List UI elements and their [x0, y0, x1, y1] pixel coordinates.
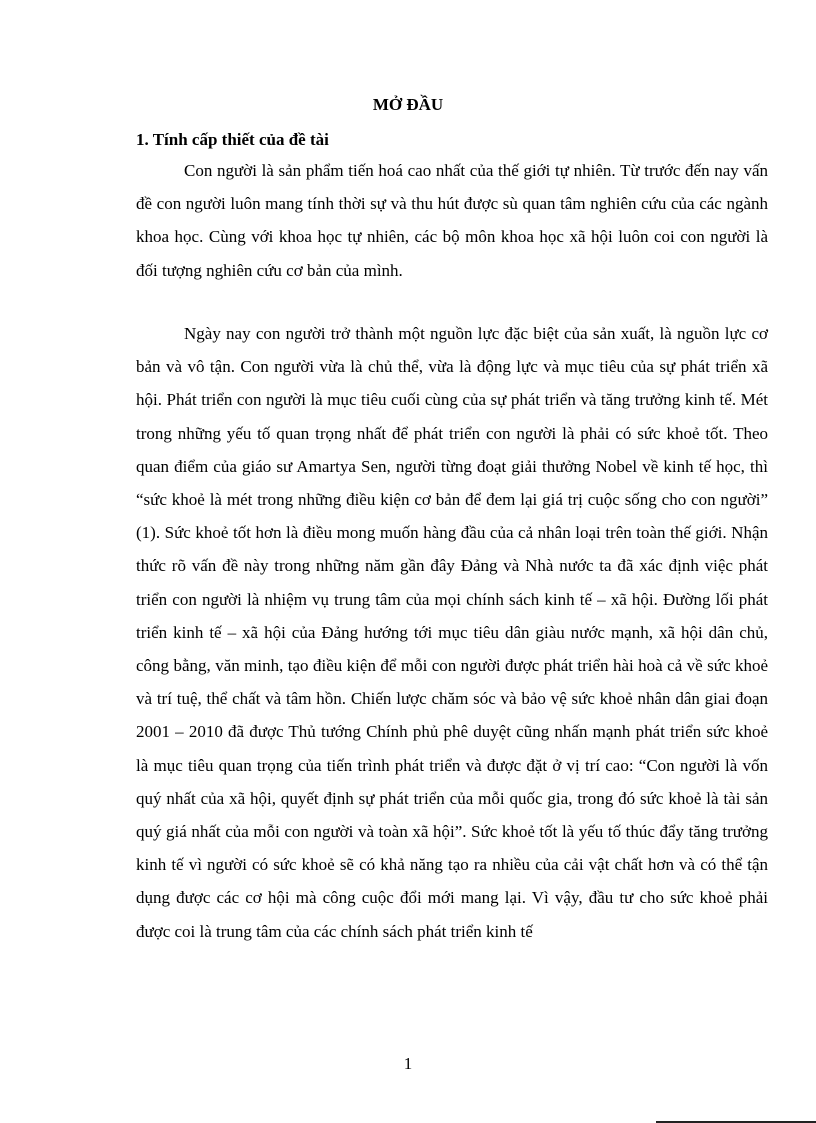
page-number: 1: [403, 1054, 413, 1073]
section-heading: 1. Tính cấp thiết của đề tài: [136, 130, 329, 149]
document-title: MỞ ĐẦU: [372, 95, 444, 114]
paragraph-1: Con người là sản phẩm tiến hoá cao nhất của thế giới tự nhiên. Từ trước đến nay vấn đề con người luôn mang tính thời sự và thu hút được sù quan tâm nghiên cứu của các ngành khoa học. Cùng với khoa học tự nhiên, các bộ môn khoa học xã hội luôn coi con người là đối tượng nghiên cứu cơ bản của mình.: [136, 161, 768, 280]
paragraph-2: Ngày nay con người trở thành một nguồn lực đặc biệt của sản xuất, là nguồn lực cơ bản và vô tận. Con người vừa là chủ thể, vừa là động lực và mục tiêu của sự phát triển xã hội. Phát triển con người là mục tiêu cuối cùng của sự phát triển và tăng trưởng kinh tế. Mét trong những yếu tố quan trọng nhất để phát triển con người là phải có sức khoẻ tốt. Theo quan điểm của giáo sư Amartya Sen, người từng đoạt giải thưởng Nobel về kinh tế học, thì “sức khoẻ là mét trong những điều kiện cơ bản để đem lại giá trị cuộc sống cho con người” (1). Sức khoẻ tốt hơn là điều mong muốn hàng đầu của cả nhân loại trên toàn thế giới. Nhận thức rõ vấn đề này trong những năm gần đây Đảng và Nhà nước ta đã xác định việc phát triển con người là nhiệm vụ trung tâm của mọi chính sách kinh tế – xã hội. Đường lối phát triển kinh tế – xã hội của Đảng hướng tới mục tiêu dân giàu nước mạnh, xã hội dân chủ, công bằng, văn minh, tạo điều kiện để mỗi con người được phát triển hài hoà cả về sức khoẻ và trí tuệ, thể chất và tâm hồn. Chiến lược chăm sóc và bảo vệ sức khoẻ nhân dân giai đoạn 2001 – 2010 đã được Thủ tướng Chính phủ phê duyệt cũng nhấn mạnh phát triển sức khoẻ là mục tiêu quan trọng của tiến trình phát triển và được đặt ở vị trí cao: “Con người là vốn quý nhất của xã hội, quyết định sự phát triển của mỗi quốc gia, trong đó sức khoẻ là tài sản quý giá nhất của mỗi con người và toàn xã hội”. Sức khoẻ tốt là yếu tố thúc đẩy tăng trưởng kinh tế vì người có sức khoẻ sẽ có khả năng tạo ra nhiều của cải vật chất hơn và có thể tận dụng được các cơ hội mà công cuộc đổi mới mang lại. Vì vậy, đầu tư cho sức khoẻ phải được coi là trung tâm của các chính sách phát triển kinh tế: [136, 324, 768, 941]
